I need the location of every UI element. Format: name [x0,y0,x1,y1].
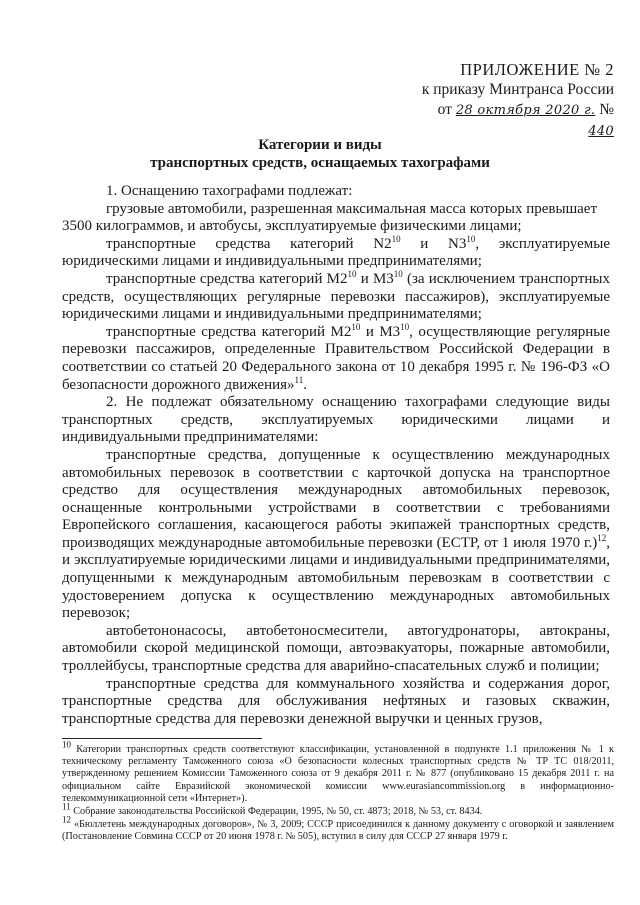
footnote-ref: 10 [400,321,410,332]
paragraph-7 [62,447,610,623]
appendix-label: ПРИЛОЖЕНИЕ № 2 [460,60,614,79]
title-line-2: транспортных средств, оснащаемых тахографами [150,155,490,171]
footnote-text: Категории транспортных средств соответствуют классификации, установленной в подпункте 1.1 приложения № 1 к техническому регламенту Таможенного союза «О безопасности колесных транспортных средств № ТР ТС 018/2011, утвержденному решением Комиссии Таможенного союза от 9 декабря 2011 г. № 877 (опубликовано 15 декабря 2011 г. на официальном сайте Евразийской экономической комиссии www.eurasiancommission.org в информационно-телекоммуникационной сети «Интернет»). [62,744,614,804]
text-run: . [303,376,307,393]
footnote-ref: 10 [351,321,361,332]
text-run: , эксплуатируемые юридическими лицами и индивидуальными предпринимателями; [62,235,610,270]
text-run: (за исключением транспортных средств, осуществляющих регулярные перевозки пассажиров), эксплуатируемые юридическими лицами и индивидуальными предпринимателями; [62,270,610,323]
paragraph-1: 1. Оснащению тахографами подлежат: [106,183,353,199]
text-run: , осуществляющие регулярные перевозки пассажиров, определенные Правительством Российской Федерации в соответствии со статьей 20 Федерального закона от 10 декабря 1995 г. № 196-ФЗ «О безопасности дорожного движения» [62,323,610,393]
text-run: и N3 [400,235,467,252]
date-prefix: от [437,101,452,118]
footnote-text: Собрание законодательства Российской Федерации, 1995, № 50, ст. 4873; 2018, № 53, ст. 8434. [73,806,483,818]
footnotes [62,739,615,845]
paragraph-9: транспортные средства для коммунального хозяйства и содержания дорог, транспортные средства для обслуживания нефтяных и газовых скважин, транспортные средства для перевозки денежной выручки и ценных грузов, [62,675,610,727]
document-title [60,136,580,172]
footnote-12 [62,814,615,843]
paragraph-8: автобетононасосы, автобетоносмесители, автогудронаторы, автокраны, автомобили скорой медицинской помощи, автоэвакуаторы, пожарные автомобили, троллейбусы, транспортные средства для аварийно-спасательных служб и полиции; [62,622,610,675]
text-run: транспортные средства, допущенные к осуществлению международных автомобильных перевозок в соответствии с карточкой допуска на транспортное средство для осуществления международных автомобильных перевозок, оснащенные контрольными устройствами в соответствии с требованиями Европейского соглашения, касающегося работы экипажей транспортных средств, производящих международные автомобильные перевозки (ЕСТР, от 1 июля 1970 г.) [62,446,610,551]
footnote-separator [62,738,262,739]
text-run: транспортные средства категорий M2 [106,270,348,287]
document-body [62,183,610,728]
paragraph-6: 2. Не подлежат обязательному оснащению тахографами следующие виды транспортных средств, эксплуатируемых юридическими лицами и индивидуальными предпринимателями: [62,394,610,446]
handwritten-number: 440 [588,124,614,139]
text-run: , и эксплуатируемые юридическими лицами и индивидуальными предпринимателями, допущенными к международным автомобильным перевозкам в соответствии с удостоверением допуска к осуществлению международных автомобильных перевозок; [62,534,610,622]
footnote-ref: 10 [393,268,403,279]
footnote-marker: 10 [62,739,71,750]
order-reference: к приказу Минтранса России [421,81,614,98]
footnote-ref: 11 [294,374,304,385]
paragraph-5 [62,321,610,394]
text-run: транспортные средства категорий M2 [106,323,352,340]
footnote-text: «Бюллетень международных договоров», № 3, 2009; СССР присоединился к данному документу с оговоркой и заявлением (Постановление Совмина СССР от 20 июня 1978 г. № 505), вступил в силу для СССР 27 января 1979 г. [62,819,615,843]
footnote-marker: 11 [62,801,71,812]
paragraph-2-cont: 3500 килограммов, и автобусы, эксплуатируемые физическими лицами; [62,218,522,235]
title-line-1: Категории и виды [258,137,382,153]
paragraph-3 [62,233,610,271]
text-run: и M3 [356,270,394,287]
text-run: транспортные средства категорий N2 [106,235,392,252]
footnote-11 [62,801,614,818]
paragraph-4 [62,268,610,324]
text-run: и M3 [360,323,401,340]
footnote-ref: 10 [466,233,476,244]
number-prefix: № [599,101,614,118]
footnote-ref: 10 [347,268,357,279]
footnote-marker: 12 [62,814,71,825]
footnote-10 [62,739,614,805]
document-header [414,60,614,142]
handwritten-date: 28 октября 2020 г. [455,103,596,118]
footnote-ref: 10 [391,233,401,244]
paragraph-2: грузовые автомобили, разрешенная максимальная масса которых превышает [106,200,597,217]
footnote-ref: 12 [597,532,607,543]
